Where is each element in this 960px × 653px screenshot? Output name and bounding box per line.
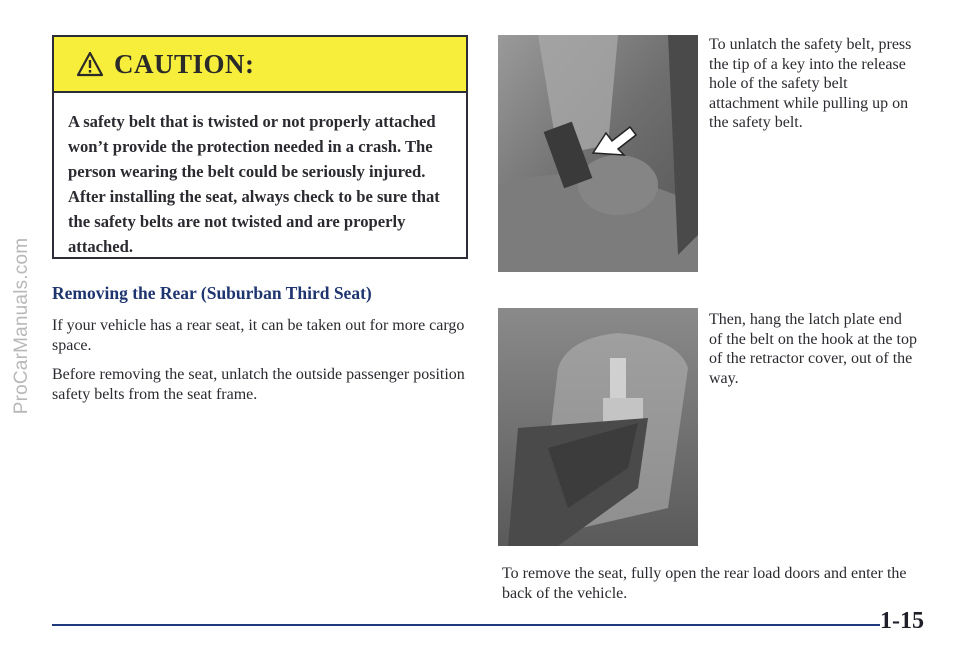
latch-plate-hook-photo <box>498 308 698 546</box>
safety-belt-release-photo <box>498 35 698 272</box>
caution-title: CAUTION: <box>114 48 255 79</box>
paragraph: Before removing the seat, unlatch the outside passenger position safety belts from the seat frame. <box>52 366 465 403</box>
figure-caption: To unlatch the safety belt, press the tip of a key into the release hole of the safety belt attachment while pulling up on the safety belt. <box>709 36 912 131</box>
section-heading: Removing the Rear (Suburban Third Seat) <box>52 283 372 303</box>
paragraph: If your vehicle has a rear seat, it can be taken out for more cargo space. <box>52 317 465 354</box>
caution-box <box>52 35 468 259</box>
watermark-text: ProCarManuals.com <box>11 237 32 415</box>
footer-rule <box>52 624 880 626</box>
page-number: 1-15 <box>880 608 924 634</box>
warning-triangle-icon <box>76 51 104 77</box>
paragraph: To remove the seat, fully open the rear load doors and enter the back of the vehicle. <box>502 565 907 602</box>
watermark <box>0 0 44 653</box>
figure-caption: Then, hang the latch plate end of the belt on the hook at the top of the retractor cover, out of the way. <box>709 311 917 387</box>
caution-text: A safety belt that is twisted or not properly attached won’t provide the protection needed in a crash. The person wearing the belt could be seriously injured. After installing the seat, always check to be sure that the safety belts are not twisted and are properly attached. <box>68 112 440 256</box>
caution-header <box>54 37 466 93</box>
